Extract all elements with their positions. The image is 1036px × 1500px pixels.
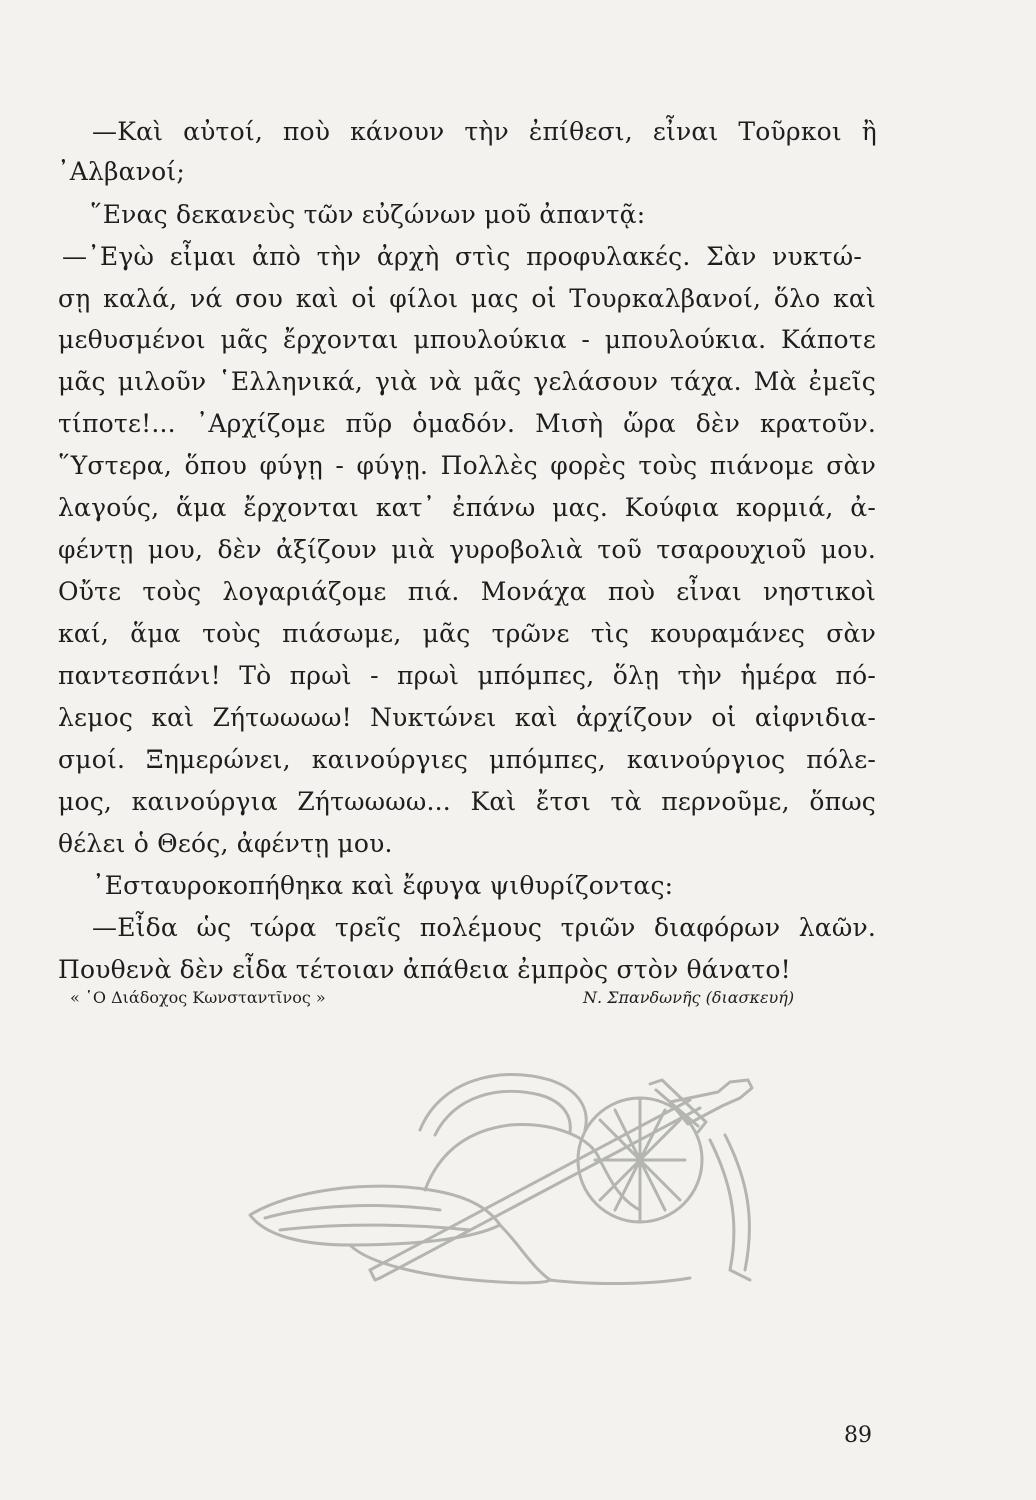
text-line: —Καὶ αὐτοί, ποὺ κάνουν τὴν ἐπίθεσι, εἶναι Τοῦρκοι ἢ xyxy=(92,117,877,146)
text-line: λεμος καὶ Ζήτωωωω! Νυκτώνει καὶ ἀρχίζουν οἱ αἰφνιδια- xyxy=(58,703,876,732)
dagger-and-belt-illustration-icon xyxy=(170,1040,890,1300)
text-line: Οὔτε τοὺς λογαριάζομε πιά. Μονάχα ποὺ εἶναι νηστικοὶ xyxy=(58,577,876,606)
text-line: —᾿Εγὼ εἶμαι ἀπὸ τὴν ἀρχὴ στὶς προφυλακές. Σὰν νυκτώ- xyxy=(62,242,862,271)
text-line: ῞Υστερα, ὅπου φύγῃ - φύγῃ. Πολλὲς φορὲς τοὺς πιάνομε σὰν xyxy=(58,451,876,480)
text-line: τίποτε!... ᾿Αρχίζομε πῦρ ὁμαδόν. Μισὴ ὥρα δὲν κρατοῦν. xyxy=(58,409,876,438)
source-title: « ῾Ο Διάδοχος Κωνσταντῖνος » xyxy=(70,988,326,1007)
text-line: μᾶς μιλοῦν ῾Ελληνικά, γιὰ νὰ μᾶς γελάσουν τάχα. Μὰ ἐμεῖς xyxy=(58,367,876,396)
text-line: ᾿Εσταυροκοπήθηκα καὶ ἔφυγα ψιθυρίζοντας: xyxy=(92,871,674,900)
text-line: Πουθενὰ δὲν εἶδα τέτοιαν ἀπάθεια ἐμπρὸς στὸν θάνατο! xyxy=(58,955,791,984)
text-line: ῞Ενας δεκανεὺς τῶν εὐζώνων μοῦ ἀπαντᾷ: xyxy=(90,200,646,229)
text-line: μεθυσμένοι μᾶς ἔρχονται μπουλούκια - μπουλούκια. Κάποτε xyxy=(58,325,876,354)
author-credit: Ν. Σπανδωνῆς (διασκευή) xyxy=(583,988,795,1007)
text-line: φέντῃ μου, δὲν ἀξίζουν μιὰ γυροβολιὰ τοῦ τσαρουχιοῦ μου. xyxy=(58,535,876,564)
text-line: σμοί. Ξημερώνει, καινούργιες μπόμπες, καινούργιος πόλε- xyxy=(58,745,876,774)
text-line: καί, ἅμα τοὺς πιάσωμε, μᾶς τρῶνε τὶς κουραμάνες σὰν xyxy=(58,619,876,648)
text-line: σῃ καλά, νά σου καὶ οἱ φίλοι μας οἱ Τουρκαλβανοί, ὅλο καὶ xyxy=(58,284,876,313)
text-line: παντεσπάνι! Τὸ πρωὶ - πρωὶ μπόμπες, ὅλῃ τὴν ἡμέρα πό- xyxy=(58,661,876,690)
text-line: —Εἶδα ὡς τώρα τρεῖς πολέμους τριῶν διαφόρων λαῶν. xyxy=(92,913,876,942)
text-line: ᾿Αλβανοί; xyxy=(57,157,186,186)
text-line: μος, καινούργια Ζήτωωωω... Καὶ ἔτσι τὰ περνοῦμε, ὅπως xyxy=(58,787,876,816)
text-line: θέλει ὁ Θεός, ἀφέντῃ μου. xyxy=(58,829,393,858)
text-line: λαγούς, ἅμα ἔρχονται κατ᾿ ἐπάνω μας. Κούφια κορμιά, ἀ- xyxy=(58,493,876,522)
page-number: 89 xyxy=(844,1423,872,1448)
